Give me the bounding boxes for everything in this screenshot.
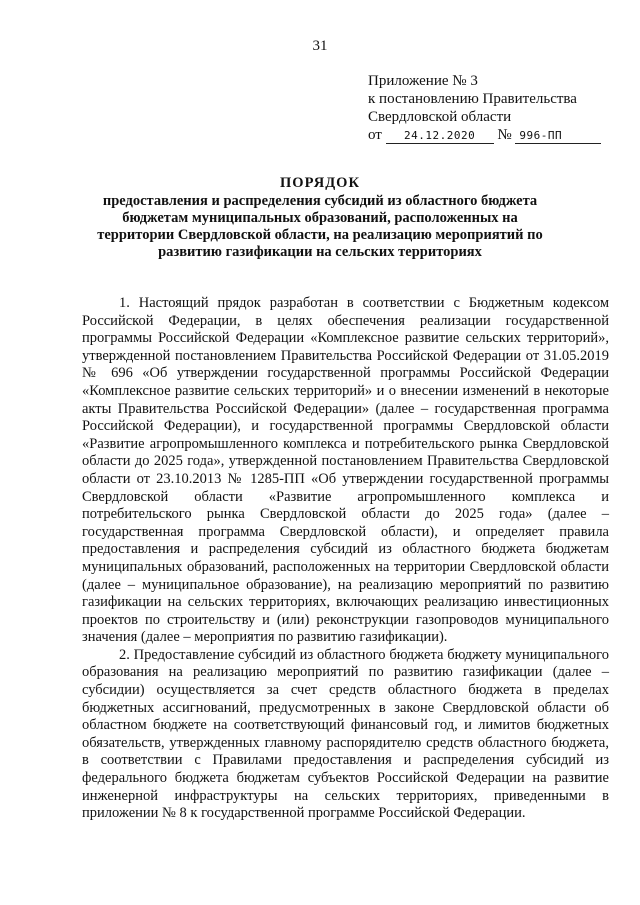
document-body [82, 295, 609, 823]
number-prefix: № [497, 127, 512, 143]
paragraph-2: 2. Предоставление субсидий из областного бюджета бюджету муниципального образования на реализацию мероприятий по развитию газификации (далее – субсидии) осуществляется за счет средств областного бюджета в пределах бюджетных ассигнований, предусмотренных в законе Свердловской области об областном бюджете на соответствующий финансовый год, и лимитов бюджетных обязательств, утвержденных главному распорядителю средств областного бюджета, в соответствии с Правилами предоставления и распределения субсидий из федерального бюджета бюджетам субъектов Российской Федерации на развитие инженерной инфраструктуры на сельских территориях, приведенными в приложении № 8 к государственной программе Российской Федерации. [82, 646, 609, 822]
resolution-number: 996-ПП [515, 128, 601, 144]
appendix-region-line: Свердловской области [368, 109, 512, 125]
document-title: ПОРЯДОК [280, 175, 360, 191]
date-prefix: от [368, 127, 382, 143]
document-subtitle: предоставления и распределения субсидий из областного бюджета бюджетам муниципальных образований, расположенных на территории Свердловской области, на реализацию мероприятий по развитию газификации на сельских территориях [97, 193, 543, 260]
appendix-resolution-line: к постановлению Правительства [368, 91, 577, 107]
appendix-date-line [368, 126, 628, 144]
resolution-date: 24.12.2020 [386, 128, 494, 144]
appendix-title: Приложение № 3 [368, 73, 478, 89]
page-number: 31 [312, 38, 328, 54]
paragraph-1: 1. Настоящий прядок разработан в соответствии с Бюджетным кодексом Российской Федерации, в целях обеспечения реализации государственной программы Российской Федерации «Комплексное развитие сельских территорий», утвержденной постановлением Правительства Российской Федерации от 31.05.2019 № 696 «Об утверждении государственной программы Российской Федерации «Комплексное развитие сельских территорий» и о внесении изменений в некоторые акты Правительства Российской Федерации» (далее – государственная программа Российской Федерации), и государственной программы Свердловской области «Развитие агропромышленного комплекса и потребительского рынка Свердловской области до 2025 года», утвержденной постановлением Правительства Свердловской области от 23.10.2013 № 1285-ПП «Об утверждении государственной программы Свердловской области «Развитие агропромышленного комплекса и потребительского рынка Свердловской области до 2025 года» (далее – государственная программа Свердловской области), и определяет правила предоставления и распределения субсидий из областного бюджета бюджетам муниципальных образований, расположенных на территории Свердловской области (далее – муниципальное образование), на реализацию мероприятий по развитию газификации на сельских территориях, включающих реализацию инвестиционных проектов по строительству и (или) реконструкции газопроводов муниципального значения (далее – мероприятия по развитию газификации). [82, 295, 609, 646]
appendix-block [368, 72, 628, 144]
